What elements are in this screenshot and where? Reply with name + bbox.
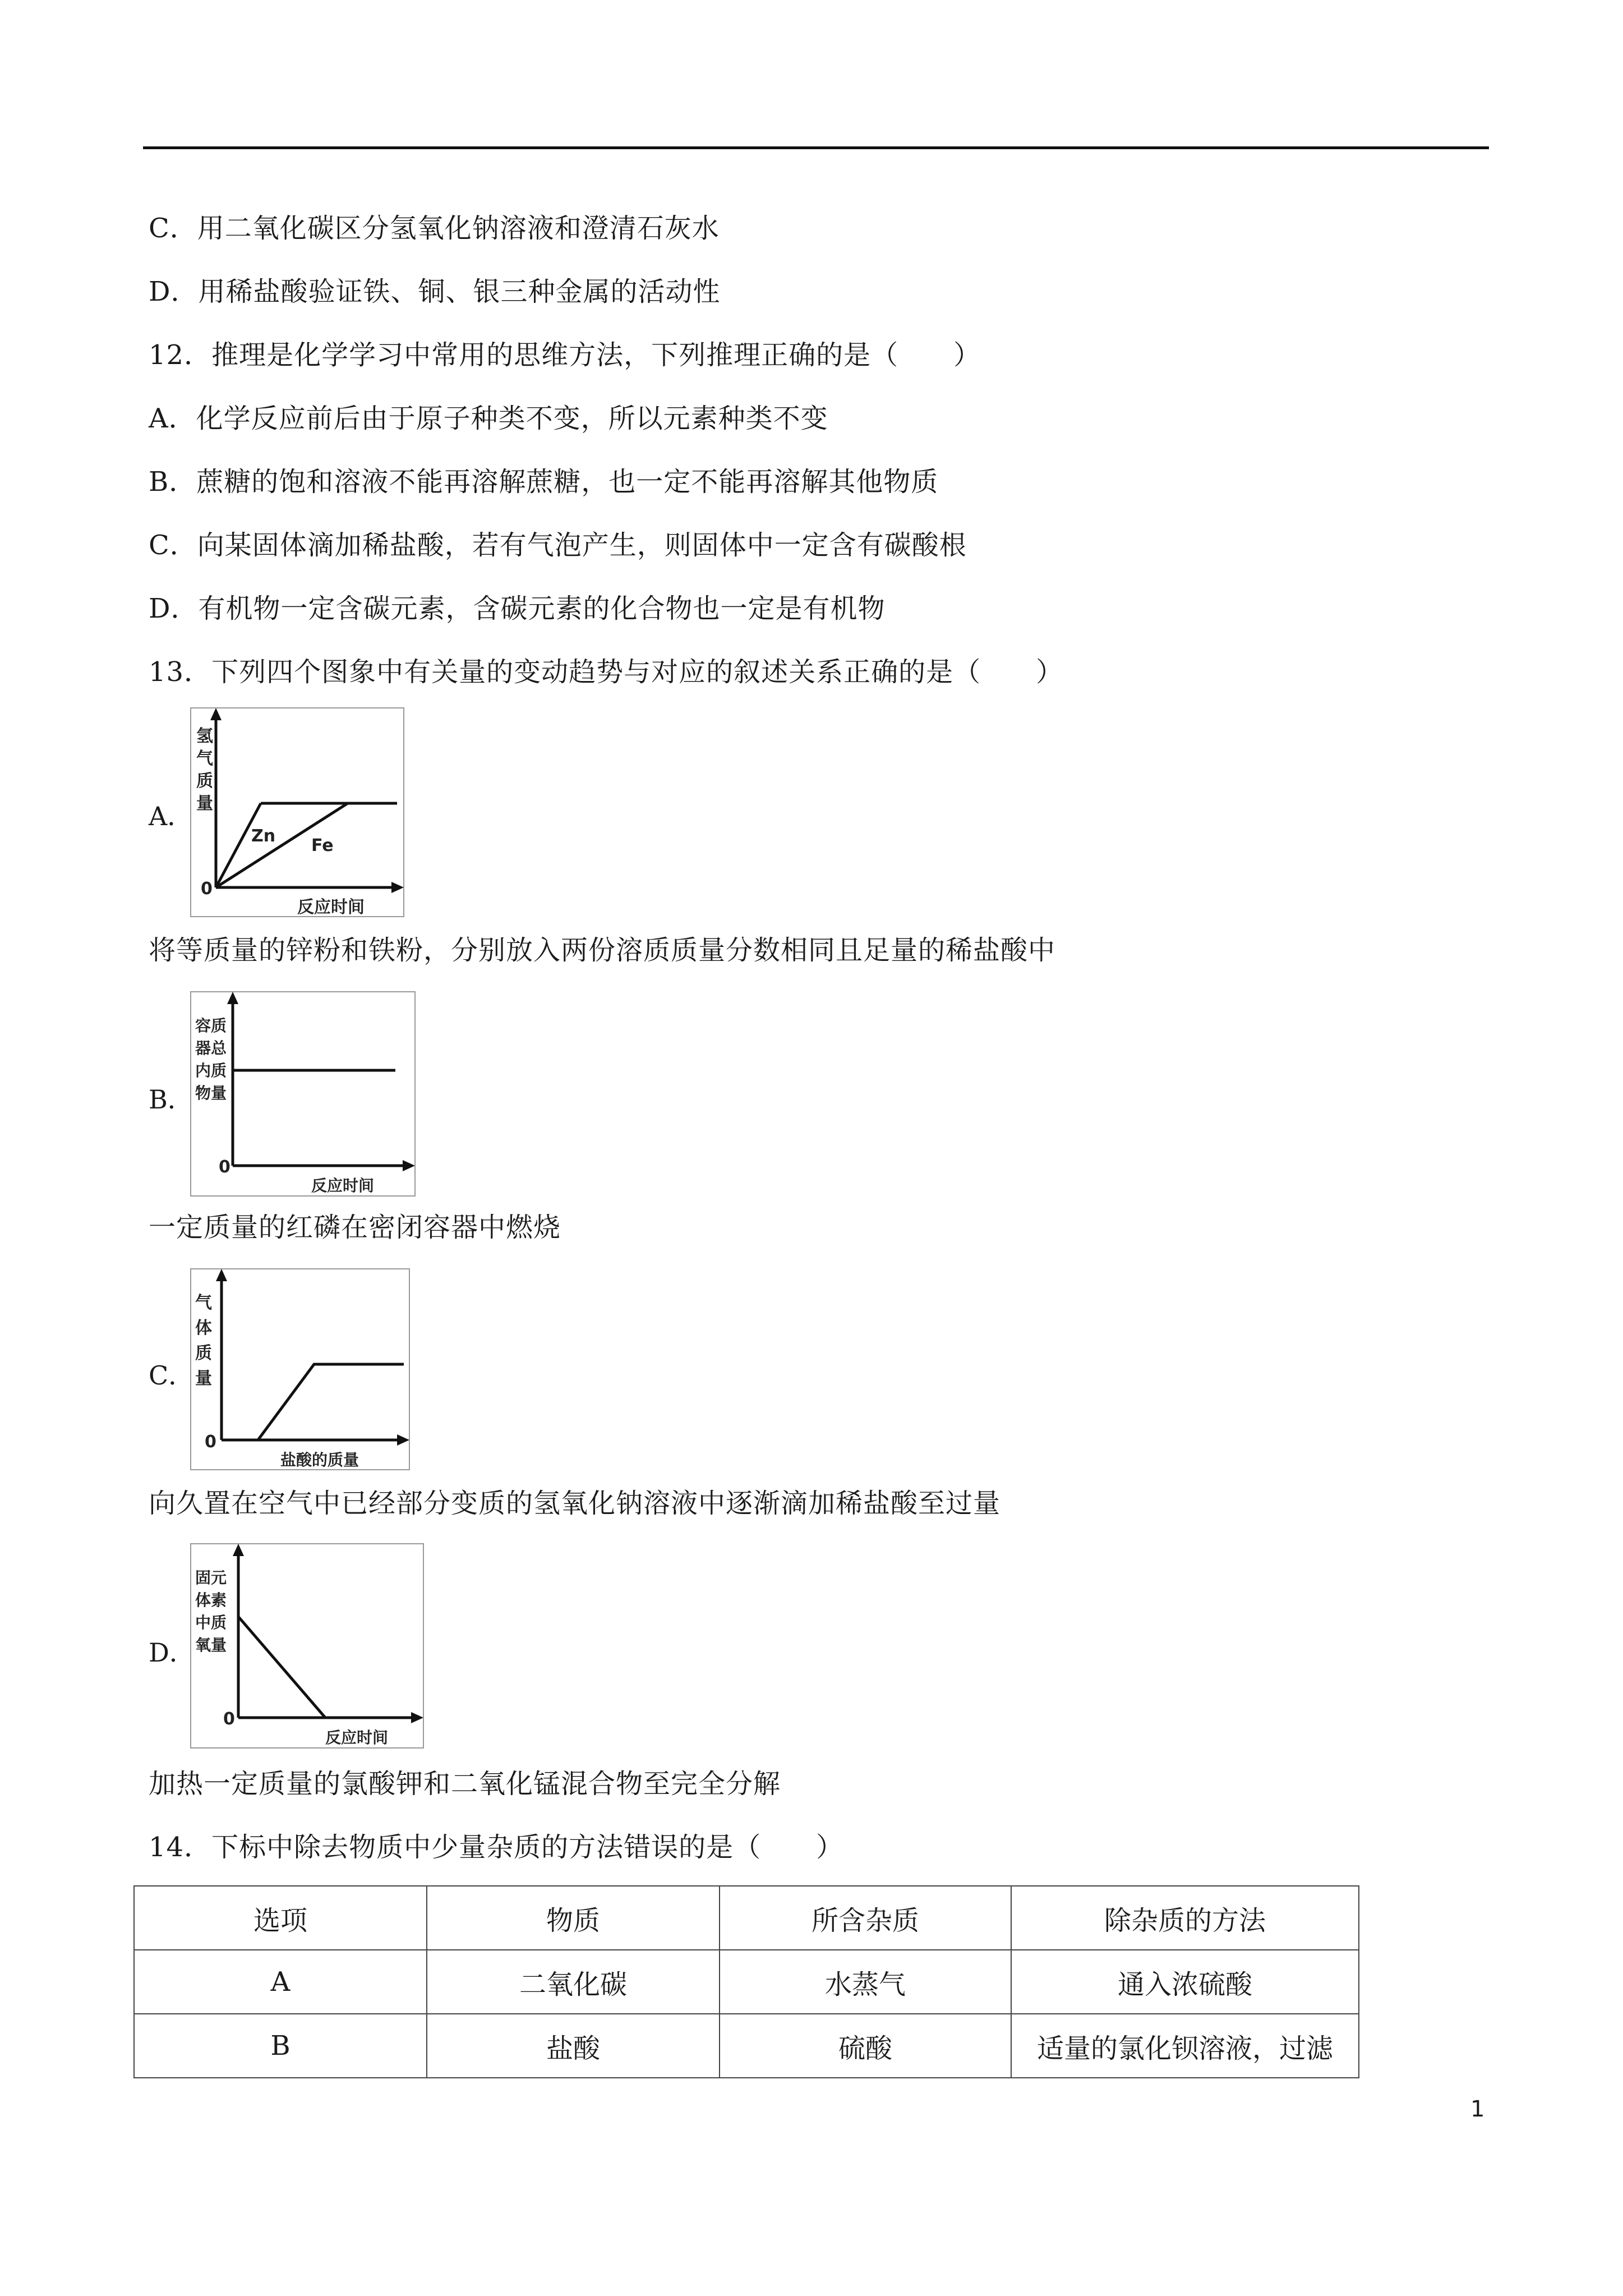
q12-option-d: D．有机物一定含碳元素，含碳元素的化合物也一定是有机物 [149,593,886,624]
q13-c-ylabel-4: 量 [195,1369,212,1388]
q12-option-c: C．向某固体滴加稀盐酸，若有气泡产生，则固体中一定含有碳酸根 [149,530,967,561]
q13-a-series-fe: Fe [311,836,334,855]
q13-d-xlabel: 反应时间 [325,1728,389,1747]
table-cell: 适量的氯化钡溶液，过滤 [1011,2014,1359,2078]
q13-option-b-caption: 一定质量的红磷在密闭容器中燃烧 [149,1212,561,1243]
q13-b-origin: 0 [219,1157,230,1177]
q13-d-ylabel-3: 中质 [195,1613,227,1632]
q13-d-ylabel-4: 氧量 [195,1636,227,1654]
table-cell: A [134,1950,427,2014]
q14-table [133,1885,1359,2078]
q13-a-series-zn: Zn [251,826,276,846]
q13-c-origin: 0 [205,1432,216,1452]
q13-a-ylabel-1: 氢 [196,726,213,746]
table-cell: 水蒸气 [720,1950,1011,2014]
table-row [134,2014,1359,2078]
q13-option-a-caption: 将等质量的锌粉和铁粉，分别放入两份溶质质量分数相同且足量的稀盐酸中 [149,935,1056,966]
q13-c-ylabel-2: 体 [195,1318,212,1338]
table-cell: 通入浓硫酸 [1011,1950,1359,2014]
q13-option-d-label: D． [149,1637,195,1668]
q13-b-ylabel-2: 器总 [195,1039,227,1057]
table-header-cell: 选项 [134,1886,427,1950]
table-header-cell: 物质 [427,1886,720,1950]
q13-a-ylabel-3: 质 [196,771,213,791]
q13-a-ylabel-2: 气 [196,749,213,769]
q13-d-ylabel-2: 体素 [195,1591,227,1609]
q13-a-ylabel-4: 量 [196,794,213,813]
q13-d-ylabel-1: 固元 [195,1568,227,1587]
q13-b-ylabel-1: 容质 [195,1016,227,1035]
header-rule [143,146,1489,149]
q14-stem: 14．下标中除去物质中少量杂质的方法错误的是（ ） [149,1832,844,1863]
q13-option-b-label: B． [149,1084,193,1115]
table-header-cell: 除杂质的方法 [1011,1886,1359,1950]
q13-a-xlabel: 反应时间 [297,898,365,917]
q13-c-ylabel-1: 气 [195,1293,212,1313]
q13-a-origin: 0 [201,879,213,899]
q13-option-c-caption: 向久置在空气中已经部分变质的氢氧化钠溶液中逐渐滴加稀盐酸至过量 [149,1488,1001,1519]
q13-graph-b [191,992,415,1199]
q13-option-d-caption: 加热一定质量的氯酸钾和二氧化锰混合物至完全分解 [149,1768,781,1800]
q11-option-d: D．用稀盐酸验证铁、铜、银三种金属的活动性 [149,276,721,307]
q12-stem: 12．推理是化学学习中常用的思维方法，下列推理正确的是（ ） [149,339,981,371]
q11-option-c: C．用二氧化碳区分氢氧化钠溶液和澄清石灰水 [149,213,720,244]
q13-graph-a [191,708,404,921]
q13-b-xlabel: 反应时间 [311,1176,375,1195]
table-cell: 硫酸 [720,2014,1011,2078]
q13-c-xlabel: 盐酸的质量 [280,1451,359,1469]
q13-option-c-label: C． [149,1360,195,1391]
table-cell: B [134,2014,427,2078]
table-cell: 盐酸 [427,2014,720,2078]
q13-option-a-label: A． [149,801,193,831]
q13-graph-d [191,1544,423,1751]
q13-graph-c [191,1269,409,1474]
q12-option-a: A．化学反应前后由于原子种类不变，所以元素种类不变 [149,403,828,434]
q12-option-b: B．蔗糖的饱和溶液不能再溶解蔗糖，也一定不能再溶解其他物质 [149,466,939,498]
table-header-row [134,1886,1359,1950]
q13-b-ylabel-3: 内质 [195,1061,227,1080]
table-header-cell: 所含杂质 [720,1886,1011,1950]
table-cell: 二氧化碳 [427,1950,720,2014]
page-number: 1 [1470,2096,1485,2122]
q13-d-origin: 0 [223,1709,235,1729]
table-row [134,1950,1359,2014]
q13-c-ylabel-3: 质 [195,1343,212,1363]
q13-b-ylabel-4: 物量 [195,1084,227,1102]
q13-stem: 13．下列四个图象中有关量的变动趋势与对应的叙述关系正确的是（ ） [149,656,1064,688]
